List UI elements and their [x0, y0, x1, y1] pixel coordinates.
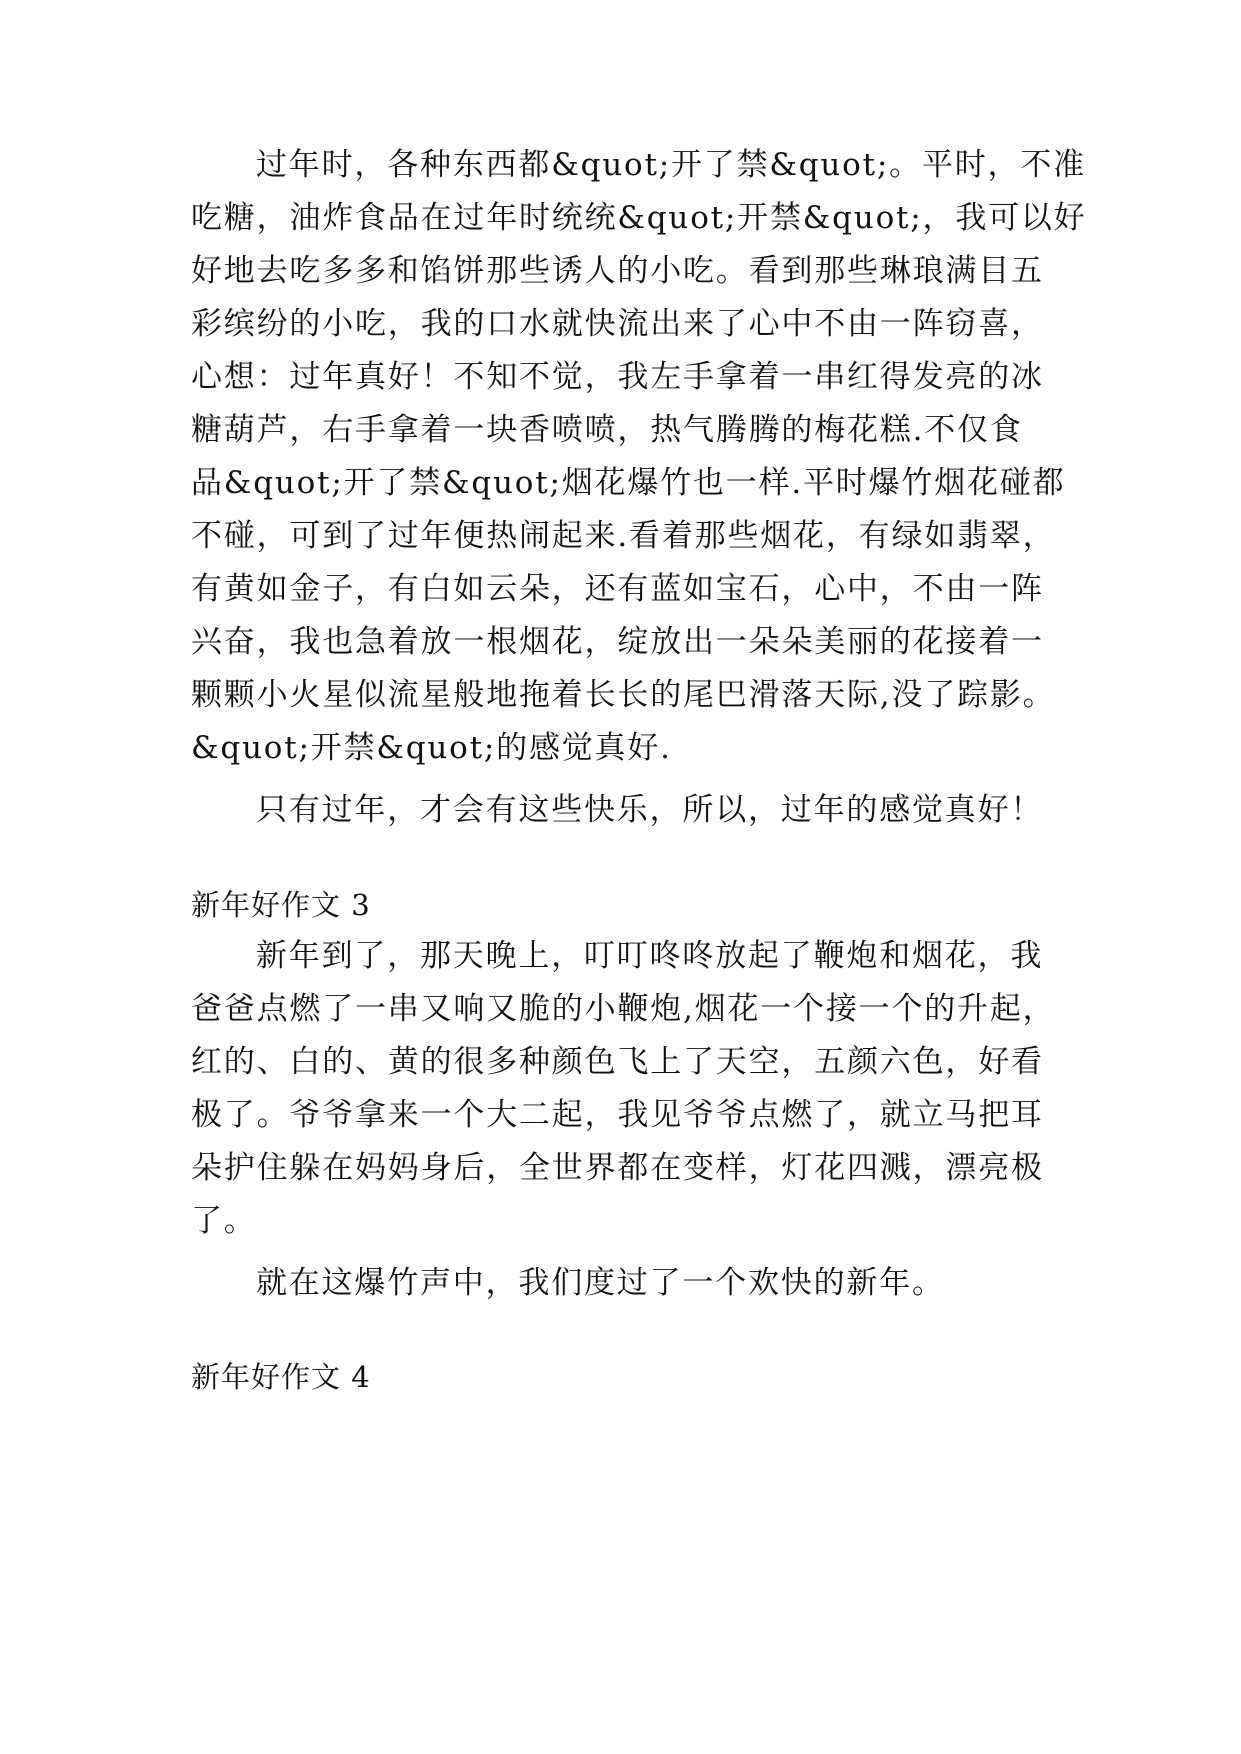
section-heading: 新年好作文 3 [191, 888, 371, 922]
paragraph-line: 就在这爆竹声中，我们度过了一个欢快的新年。 [256, 1265, 945, 1301]
paragraph-line: 红的、白的、黄的很多种颜色飞上了天空，五颜六色，好看 [191, 1044, 1044, 1080]
paragraph-line: &quot;开禁&quot;的感觉真好. [191, 730, 672, 766]
paragraph-line: 品&quot;开了禁&quot;烟花爆竹也一样.平时爆竹烟花碰都 [191, 465, 1066, 501]
paragraph-line: 有黄如金子，有白如云朵，还有蓝如宝石，心中，不由一阵 [191, 571, 1044, 607]
paragraph-line: 新年到了，那天晚上，叮叮咚咚放起了鞭炮和烟花，我 [256, 938, 1044, 974]
paragraph-line: 不碰，可到了过年便热闹起来.看着那些烟花，有绿如翡翠， [191, 518, 1056, 554]
paragraph-line: 兴奋，我也急着放一根烟花，绽放出一朵朵美丽的花接着一 [191, 624, 1044, 660]
paragraph-line: 心想：过年真好！不知不觉，我左手拿着一串红得发亮的冰 [191, 359, 1044, 395]
paragraph-line: 极了。爷爷拿来一个大二起，我见爷爷点燃了，就立马把耳 [191, 1097, 1044, 1133]
paragraph-line: 吃糖，油炸食品在过年时统统&quot;开禁&quot;，我可以好 [191, 200, 1087, 236]
paragraph-line: 颗颗小火星似流星般地拖着长长的尾巴滑落天际,没了踪影。 [191, 677, 1056, 713]
paragraph-line: 了。 [191, 1203, 257, 1239]
paragraph-line: 朵护住躲在妈妈身后，全世界都在变样，灯花四溅，漂亮极 [191, 1150, 1044, 1186]
paragraph-line: 爸爸点燃了一串又响又脆的小鞭炮,烟花一个接一个的升起， [191, 991, 1056, 1027]
paragraph-line: 好地去吃多多和馅饼那些诱人的小吃。看到那些琳琅满目五 [191, 253, 1044, 289]
paragraph-line: 糖葫芦，右手拿着一块香喷喷，热气腾腾的梅花糕.不仅食 [191, 412, 1023, 448]
paragraph-line: 只有过年，才会有这些快乐，所以，过年的感觉真好！ [256, 792, 1044, 828]
paragraph-line: 过年时，各种东西都&quot;开了禁&quot;。平时，不准 [256, 147, 1086, 183]
paragraph-line: 彩缤纷的小吃，我的口水就快流出来了心中不由一阵窃喜， [191, 306, 1044, 342]
section-heading: 新年好作文 4 [191, 1360, 371, 1394]
